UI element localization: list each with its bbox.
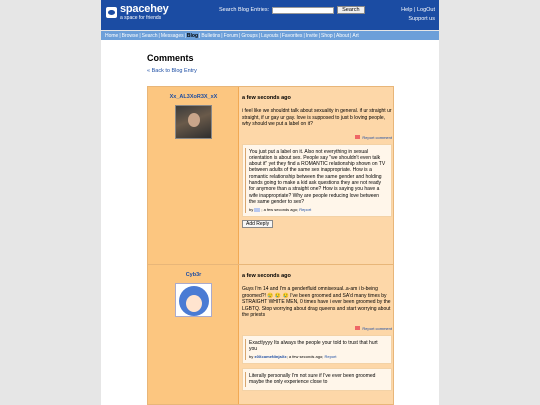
reply-by-label: by (249, 354, 254, 360)
brand-tagline: a space for friends (120, 15, 162, 21)
comment-body-cell (242, 87, 392, 228)
search-label: Search Blog Entries: (219, 7, 270, 13)
nav-separator: | (318, 32, 321, 39)
blog-search (219, 6, 365, 14)
report-comment-link[interactable] (242, 135, 392, 140)
reply-time: a few seconds ago (263, 207, 297, 213)
author-avatar[interactable] (175, 283, 212, 317)
nav-layouts[interactable]: Layouts (261, 32, 279, 39)
reply-meta-separator: ; (286, 354, 288, 360)
comment-time: a few seconds ago (242, 95, 291, 101)
reply-box (242, 368, 392, 391)
comment-author-link[interactable]: Cyb3r (185, 272, 202, 278)
brand-name: spacehey (120, 3, 169, 15)
comment-text: Guys I'm 14 and I'm a genderfluid omnisexual..a-am i b-being groomed?! 😢 😢 😢 I've been groomed and SA'd many times by STRAIGHT WHITE MEN, 0 times have i ever been groomed by the LGBTQ. Stop worrying about drag queens and start worrying about the priests (242, 286, 391, 318)
author-avatar[interactable] (175, 105, 212, 139)
nav-separator: | (184, 32, 186, 39)
reply-text: Exactlyyyy Its always the people your told to trust that hurt you (249, 339, 378, 352)
nav-separator: | (333, 32, 336, 39)
top-links (401, 6, 435, 24)
nav-separator: | (350, 32, 352, 39)
logout-link[interactable]: LogOut (416, 7, 435, 13)
report-comment-link[interactable] (242, 326, 392, 331)
comment-row (148, 87, 394, 264)
nav-separator: | (239, 32, 241, 39)
reply-author-link[interactable]: x0XcomeNinjaXx (254, 354, 287, 360)
nav-separator: | (119, 32, 121, 39)
reply-box (242, 335, 392, 365)
page-title: Comments (147, 53, 194, 63)
nav-separator: | (279, 32, 281, 39)
reply-by-label: by (249, 207, 254, 213)
top-link-separator: | (413, 7, 416, 13)
back-to-blog-link[interactable]: « Back to Blog Entry (147, 68, 197, 74)
nav-invite[interactable]: Invite (305, 32, 318, 39)
report-flag-icon (355, 135, 360, 139)
nav-art[interactable]: Art (352, 32, 359, 39)
reply-meta (249, 207, 386, 212)
reply-report-link[interactable]: Report (324, 354, 337, 360)
nav-bulletins[interactable]: Bulletins (201, 32, 221, 39)
nav-separator: | (258, 32, 261, 39)
reply-text: Literally personally I'm not sure if I've ever been groomed maybe the only experience close to (249, 373, 376, 386)
nav-forum[interactable]: Forum (223, 32, 239, 39)
comment-time: a few seconds ago (242, 273, 291, 279)
reply-text: You just put a label on it. Also not everything in sexual orientation is about sex. People say "we shouldn't even talk about it" yet they find a ROMANTIC relationship shown on TV between adults of the same sex inappropriate. How is a romantic relationship between the same gender and holding hands going to make a kid ask questions they are not ready for anymore than a straight one? How is saying you have a wife inappropriate? Why are people reducing love between the same gender to sex? (249, 148, 386, 205)
nav-shop[interactable]: Shop (321, 32, 333, 39)
comment-text: i feel like we shouldnt talk about sexuality in general. if ur straight ur straight, if ur gay ur gay. love is supposed to just b loving people, why should we put a label on it? (242, 108, 392, 127)
add-reply-button[interactable]: Add Reply (242, 220, 273, 228)
comment-author-cell (148, 87, 239, 264)
nav-blog[interactable]: Blog (186, 32, 199, 39)
nav-separator: | (139, 32, 141, 39)
report-comment-label: Report comment (362, 134, 392, 140)
nav-messages[interactable]: Messages (160, 32, 184, 39)
spacehey-logo[interactable] (106, 4, 169, 21)
nav-separator: | (158, 32, 160, 39)
comment-row (148, 265, 394, 405)
reply-meta-separator: ; (322, 354, 324, 360)
nav-search[interactable]: Search (141, 32, 158, 39)
nav-separator: | (221, 32, 223, 39)
reply-meta (249, 354, 386, 359)
reply-author-avatar[interactable] (254, 207, 263, 213)
comments-table (147, 86, 394, 405)
report-comment-label: Report comment (362, 325, 392, 331)
nav-browse[interactable]: Browse (121, 32, 139, 39)
comment-body-cell (242, 265, 392, 391)
nav-about[interactable]: About (336, 32, 350, 39)
support-link[interactable]: Support us (408, 16, 435, 22)
report-flag-icon (355, 326, 360, 330)
main-content (101, 40, 439, 405)
spacehey-logo-icon (106, 7, 117, 18)
reply-meta-separator: ; (261, 207, 263, 213)
nav-home[interactable]: Home (105, 32, 119, 39)
reply-meta-separator: ; (296, 207, 299, 213)
top-header (101, 0, 439, 30)
nav-favorites[interactable]: Favorites (281, 32, 303, 39)
nav-separator: | (303, 32, 305, 39)
nav-separator: | (199, 32, 201, 39)
search-input[interactable] (272, 7, 334, 14)
reply-report-link[interactable]: Report (299, 207, 312, 213)
search-button[interactable]: Search (337, 6, 364, 14)
reply-time: a few seconds ago (288, 354, 323, 360)
reply-box (242, 144, 392, 218)
comment-author-link[interactable]: Xx_AL3XoR3X_xX (169, 94, 218, 100)
comment-author-cell (148, 265, 239, 405)
nav-groups[interactable]: Groups (241, 32, 258, 39)
main-nav (101, 31, 439, 40)
help-link[interactable]: Help (401, 7, 413, 13)
